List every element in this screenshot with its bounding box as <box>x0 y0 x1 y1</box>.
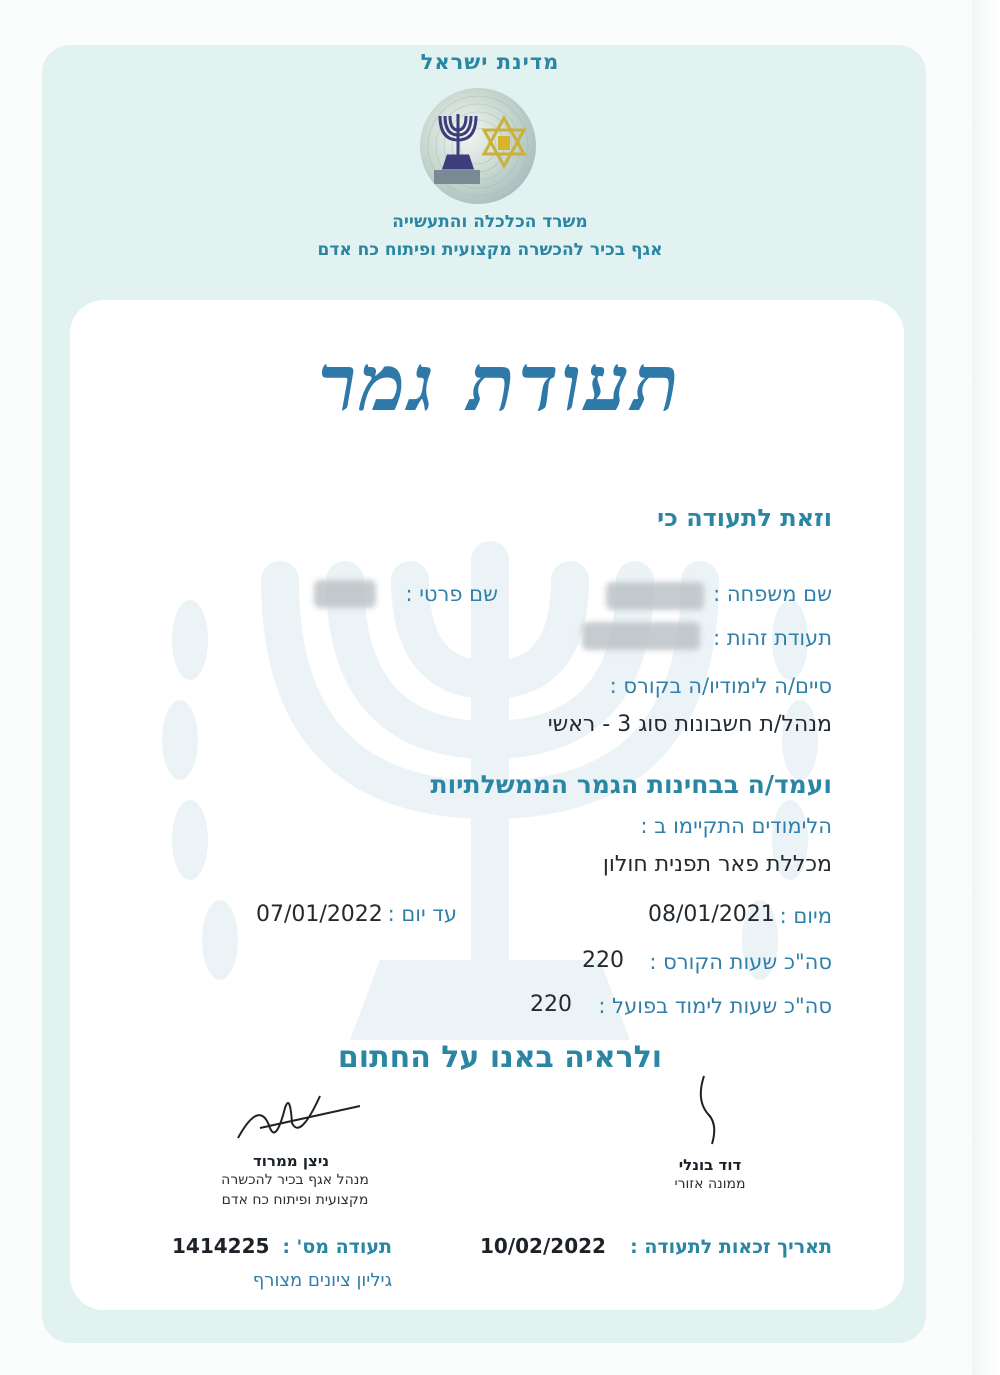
to-date-value: 07/01/2022 <box>256 902 383 927</box>
right-signatory-role: ממונה אזורי <box>674 1176 746 1192</box>
certificate-title: תעודת גמר <box>317 338 683 429</box>
signature-statement: ולראיה באנו על החתום <box>337 1040 663 1075</box>
certificate-number-value: 1414225 <box>172 1234 270 1258</box>
institution-name: מכללת פאר תפנית חולון <box>602 852 832 877</box>
right-signatory-name: דוד בונלי <box>678 1156 742 1174</box>
right-signature-mark <box>692 1070 732 1150</box>
paper-edge <box>972 0 1000 1375</box>
studies-location-label: הלימודים התקיימו ב : <box>640 814 832 838</box>
id-number-label: תעודת זהות : <box>713 626 832 650</box>
course-hours-value: 220 <box>582 948 624 973</box>
state-emblem-hologram <box>420 88 536 204</box>
grades-sheet-note: גיליון ציונים מצורף <box>252 1270 392 1291</box>
course-name: מנהל/ת חשבונות סוג 3 - ראשי <box>547 712 832 737</box>
exam-statement: ועמד/ה בבחינות הגמר הממשלתיות <box>430 770 832 799</box>
id-number-redacted <box>582 622 700 650</box>
course-completed-label: סיים/ה לימודיו/ה בקורס : <box>609 674 832 698</box>
first-name-redacted <box>314 580 376 608</box>
course-hours-label: סה"כ שעות הקורס : <box>649 950 832 974</box>
last-name-redacted <box>606 582 704 610</box>
actual-hours-value: 220 <box>530 992 572 1017</box>
intro-line: וזאת לתעודה כי <box>657 504 832 532</box>
left-signatory-role-2: מקצועית ופיתוח כח אדם <box>221 1192 369 1208</box>
last-name-label: שם משפחה : <box>713 582 832 606</box>
state-name: מדינת ישראל <box>420 50 560 74</box>
actual-hours-label: סה"כ שעות לימוד בפועל : <box>598 994 832 1018</box>
certificate-number-label: תעודה מס' : <box>282 1236 392 1258</box>
left-signatory-name: ניצן ממרוד <box>252 1152 330 1170</box>
menorah-icon <box>440 114 476 168</box>
from-date-label: מיום : <box>779 904 832 928</box>
entitlement-date-value: 10/02/2022 <box>480 1234 606 1258</box>
first-name-label: שם פרטי : <box>405 582 498 606</box>
to-date-label: עד יום : <box>387 902 457 926</box>
division-name: אגף בכיר להכשרה מקצועית ופיתוח כח אדם <box>317 240 663 260</box>
ministry-name: משרד הכלכלה והתעשייה <box>392 212 588 232</box>
left-signature-mark <box>230 1088 370 1148</box>
left-signatory-role-1: מנהל אגף בכיר להכשרה <box>221 1172 369 1188</box>
entitlement-date-label: תאריך זכאות לתעודה : <box>630 1236 832 1258</box>
from-date-value: 08/01/2021 <box>648 902 775 927</box>
